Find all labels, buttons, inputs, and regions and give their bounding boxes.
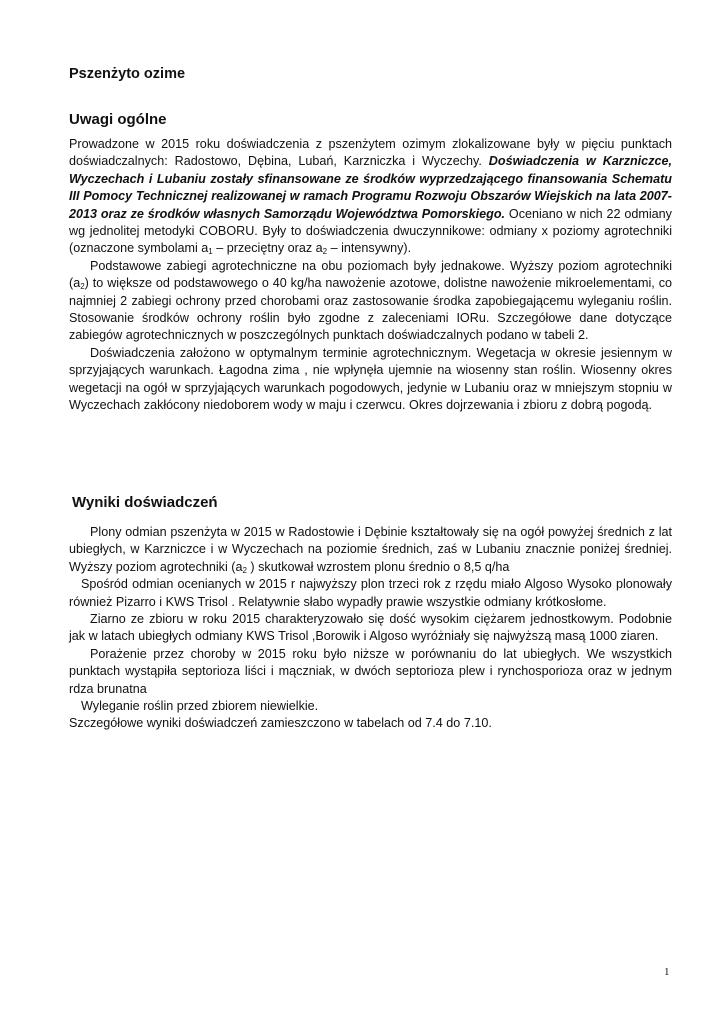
paragraph-diseases: Porażenie przez choroby w 2015 roku było niższe w porównaniu do lat ubiegłych. We wszystkich punktach wystąpiła septorioza liści i mączniak, w dwóch septorioza plew i rynchosporioza oraz w jednym rdza brunatna (69, 646, 672, 696)
page-number: 1 (664, 966, 670, 978)
section-results-body (69, 524, 672, 733)
paragraph-yields: Plony odmian pszenżyta w 2015 w Radostowie i Dębinie kształtowały się na ogół powyżej średnich z lat ubiegłych, w Karzniczce i w Wyczechach na poziomie średnich, zaś w Lubaniu znacznie poniżej średniej. Wyższy poziom agrotechniki ($a_2$ ) skutkował wzrostem plonu średnio o 8,5 q/ha (69, 525, 672, 575)
section-heading-results: Wyniki doświadczeń (72, 494, 218, 511)
section-general-remarks-body (69, 136, 672, 415)
paragraph-table-reference: Szczegółowe wyniki doświadczeń zamieszczono w tabelach od 7.4 do 7.10. (69, 716, 492, 731)
paragraph-locations: Prowadzone w 2015 roku doświadczenia z pszenżytem ozimym zlokalizowane były w pięciu punktach doświadczalnych: Radostowo, Dębina, Lubań, Karzniczka i Wyczechy. Doświadczenia w Karzniczce, Wyczechach i Lubaniu zostały sfinansowane ze środków wyprzedzającego finansowania Schematu III Pomocy Technicznej realizowanej w ramach Programu Rozwoju Obszarów Wiejskich na lata 2007-2013 oraz ze środków własnych Samorządu Województwa Pomorskiego. Oceniano w nich 22 odmiany wg jednolitej metodyki COBORU. Były to doświadczenia dwuczynnikowe: odmiany x poziomy agrotechniki (oznaczone symbolami $a_1$ – przeciętny oraz $a_2$ – intensywny). (69, 137, 672, 257)
paragraph-agrotechnics: Podstawowe zabiegi agrotechniczne na obu poziomach były jednakowe. Wyższy poziom agrotechniki $(a_2)$ to większe od podstawowego o 40 kg/ha nawożenie azotowe, dolistne nawożenie mikroelementami, co najmniej 2 zabiegi ochrony przed chorobami oraz zastosowanie środka zapobiegającemu wyleganiu roślin. Stosowanie środków ochrony roślin było zgodne z zaleceniami IORu. Szczegółowe dane dotyczące zabiegów agrotechnicznych w poszczególnych punktach doświadczalnych podano w tabeli 2. (69, 258, 672, 343)
funding-statement: Doświadczenia w Karzniczce, Wyczechach i Lubaniu zostały sfinansowane ze środków wyprzedzającego finansowania Schematu III Pomocy Technicznej realizowanej w ramach Programu Rozwoju Obszarów Wiejskich na lata 2007-2013 oraz ze środków własnych Samorządu Województwa Pomorskiego. (69, 154, 672, 221)
document-title: Pszenżyto ozime (69, 66, 186, 82)
paragraph-grain-weight: Ziarno ze zbioru w roku 2015 charakteryzowało się dość wysokim ciężarem jednostkowym. Podobnie jak w latach ubiegłych odmiany KWS Trisol ,Borowik i Algoso wyróżniały się najwyższą masą 1000 ziaren. (69, 612, 672, 644)
paragraph-vegetation: Doświadczenia założono w optymalnym terminie agrotechnicznym. Wegetacja w okresie jesiennym w sprzyjających warunkach. Łagodna zima , nie wpłynęła ujemnie na wiosenny stan roślin. Wiosenny okres wegetacji na ogół w sprzyjających warunkach pogodowych, jedynie w Lubaniu oraz w mniejszym stopniu w Wyczechach zakłócony niedoborem wody w maju i czerwcu. Okres dojrzewania i zbioru z dobrą pogodą. (69, 345, 672, 413)
paragraph-top-varieties: Spośród odmian ocenianych w 2015 r najwyższy plon trzeci rok z rzędu miało Algoso Wysoko plonowały również Pizarro i KWS Trisol . Relatywnie słabo wypadły prawie wszystkie odmiany krótkosłome. (69, 577, 672, 609)
paragraph-lodging: Wyleganie roślin przed zbiorem niewielkie. (81, 699, 319, 714)
section-heading-general-remarks: Uwagi ogólne (69, 111, 167, 128)
